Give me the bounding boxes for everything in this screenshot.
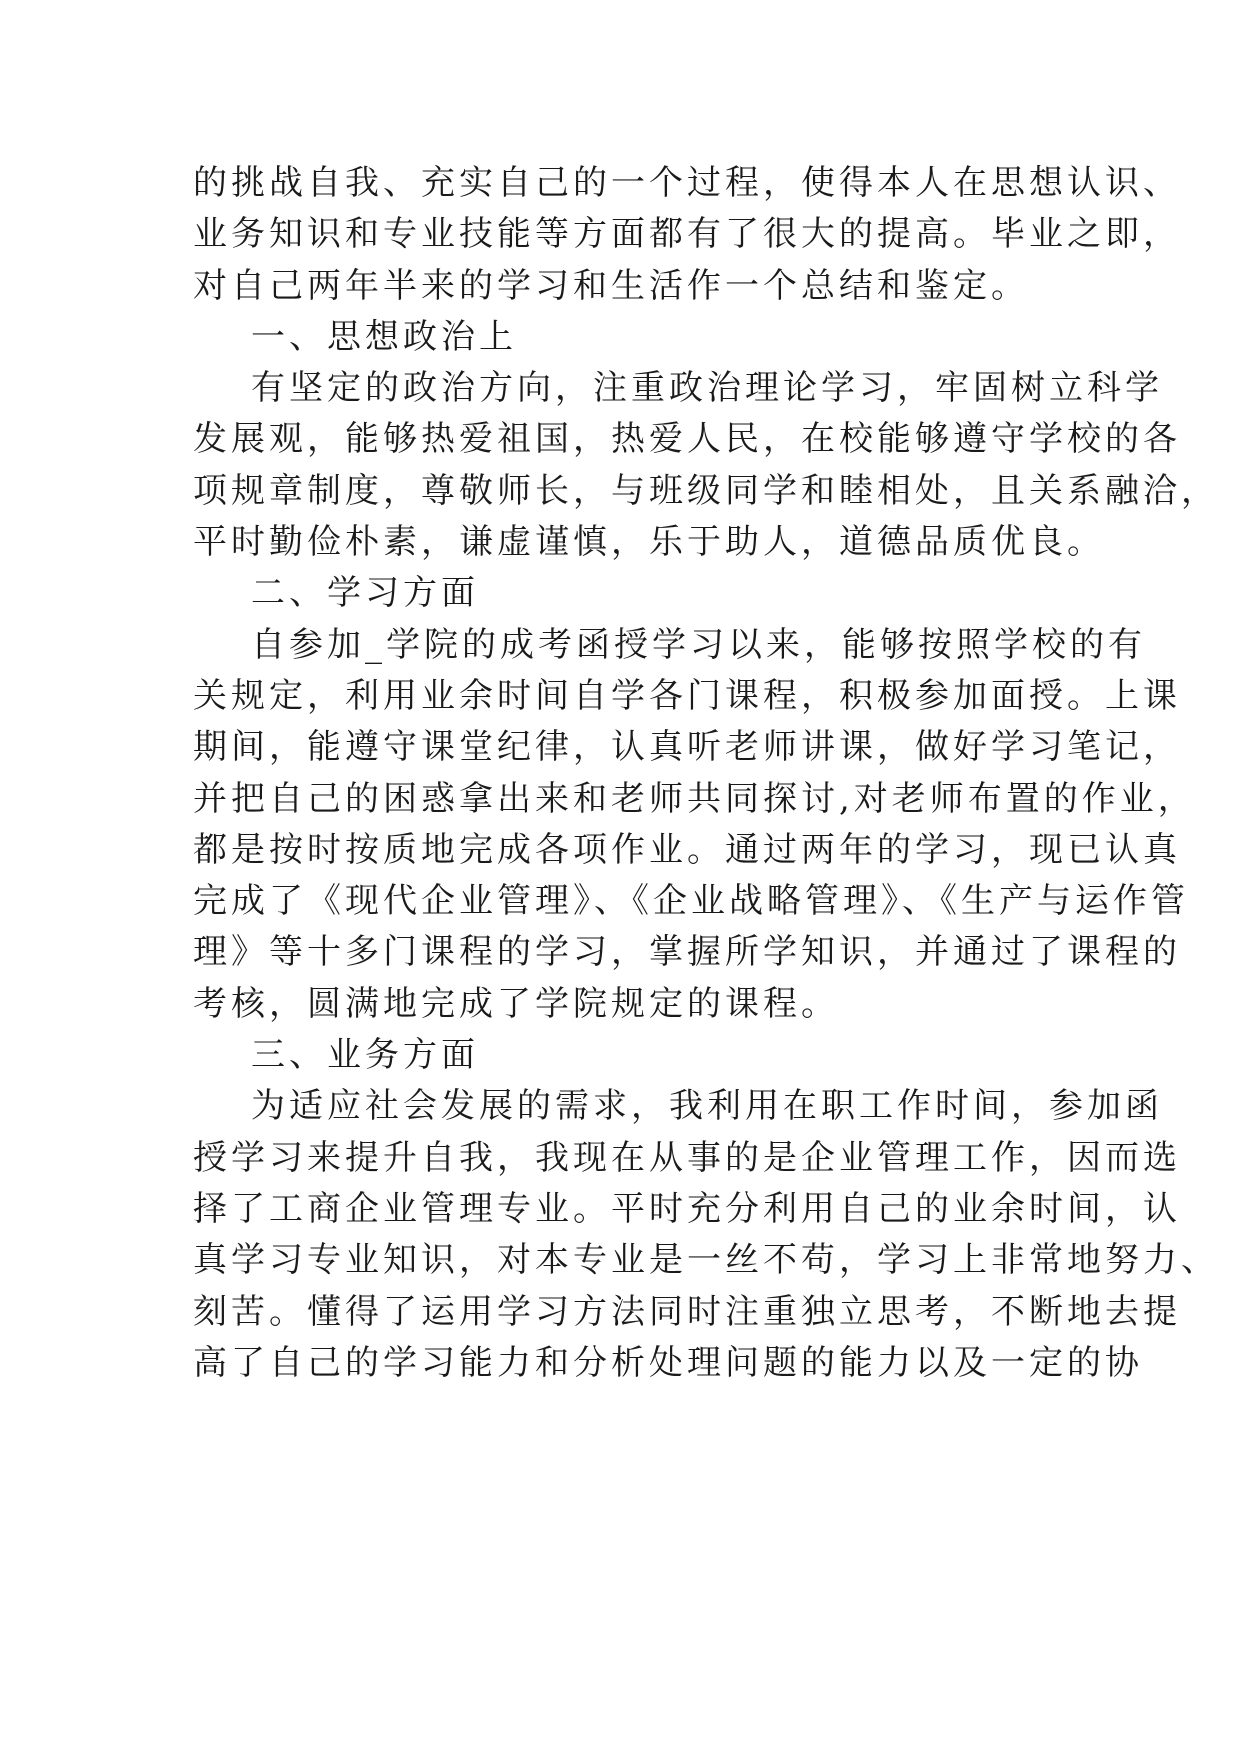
text-line: 发展观，能够热爱祖国，热爱人民，在校能够遵守学校的各 [193, 419, 1181, 460]
paragraph-start-line: 有坚定的政治方向，注重政治理论学习，牢固树立科学 [251, 368, 1163, 409]
paragraph-start-line: 为适应社会发展的需求，我利用在职工作时间，参加函 [251, 1086, 1163, 1127]
paragraph-start-line: 自参加_学院的成考函授学习以来，能够按照学校的有 [251, 624, 1146, 665]
paragraph-start-line: 二、学习方面 [251, 573, 479, 614]
document-body [193, 158, 1219, 1389]
text-line: 对自己两年半来的学习和生活作一个总结和鉴定。 [193, 265, 1029, 306]
text-line: 并把自己的困惑拿出来和老师共同探讨,对老师布置的作业， [193, 778, 1196, 819]
text-line: 项规章制度，尊敬师长，与班级同学和睦相处，且关系融洽， [193, 470, 1219, 511]
text-line: 授学习来提升自我，我现在从事的是企业管理工作，因而选 [193, 1137, 1181, 1178]
text-line: 高了自己的学习能力和分析处理问题的能力以及一定的协 [193, 1342, 1143, 1383]
text-line: 平时勤俭朴素，谦虚谨慎，乐于助人，道德品质优良。 [193, 522, 1105, 563]
paragraph-start-line: 一、思想政治上 [251, 316, 517, 357]
text-line: 业务知识和专业技能等方面都有了很大的提高。毕业之即， [193, 214, 1181, 255]
paragraph-start-line: 三、业务方面 [251, 1035, 479, 1076]
text-line: 的挑战自我、充实自己的一个过程，使得本人在思想认识、 [193, 163, 1181, 203]
text-line: 都是按时按质地完成各项作业。通过两年的学习，现已认真 [193, 829, 1181, 870]
text-line: 考核，圆满地完成了学院规定的课程。 [193, 983, 839, 1024]
text-line: 刻苦。懂得了运用学习方法同时注重独立思考，不断地去提 [193, 1291, 1181, 1332]
text-line: 期间，能遵守课堂纪律，认真听老师讲课，做好学习笔记， [193, 727, 1181, 768]
text-line: 关规定，利用业余时间自学各门课程，积极参加面授。上课 [193, 675, 1181, 716]
text-line: 理》等十多门课程的学习，掌握所学知识，并通过了课程的 [193, 932, 1181, 973]
text-line: 择了工商企业管理专业。平时充分利用自己的业余时间，认 [193, 1188, 1181, 1229]
text-line: 真学习专业知识，对本专业是一丝不苟，学习上非常地努力、 [193, 1240, 1219, 1281]
text-line: 完成了《现代企业管理》、《企业战略管理》、《生产与运作管 [193, 881, 1189, 922]
